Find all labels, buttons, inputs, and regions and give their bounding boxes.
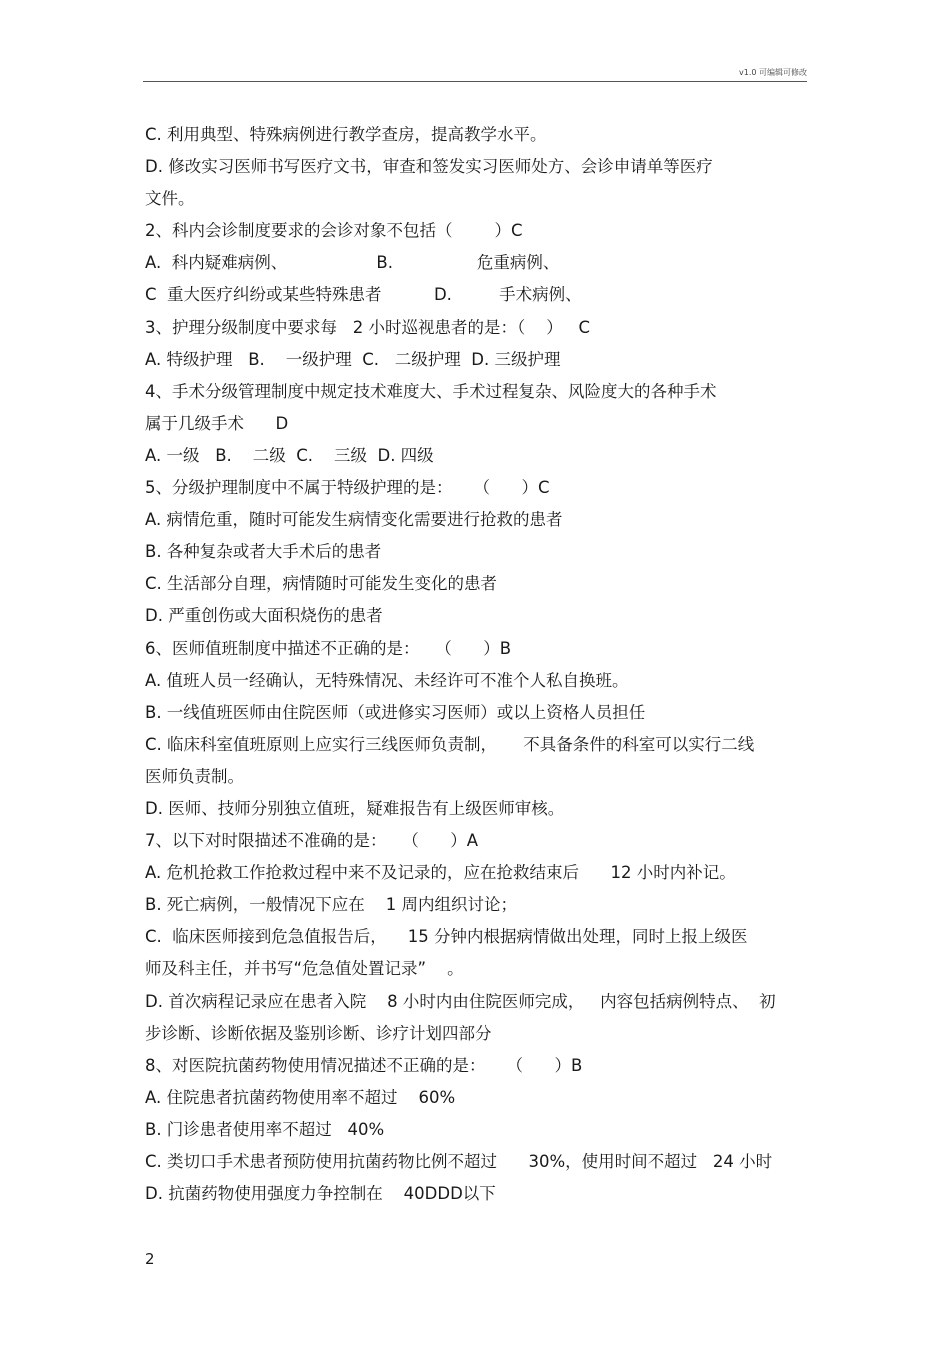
text-line: B. 门诊患者使用率不超过 40% — [145, 1119, 385, 1139]
text-line: C. 类切口手术患者预防使用抗菌药物比例不超过 30%，使用时间不超过 24 小时 — [145, 1152, 773, 1171]
page-number: 2 — [145, 1250, 155, 1268]
text-line: A. 住院患者抗菌药物使用率不超过 60% — [145, 1087, 456, 1107]
text-line: D. 首次病程记录应在患者入院 8 小时内由住院医师完成， 内容包括病例特点、 初 — [145, 991, 776, 1011]
header-divider — [143, 81, 807, 82]
text-line: D. 医师、技师分别独立值班，疑难报告有上级医师审核。 — [145, 798, 565, 818]
text-line: 师及科主任，并书写“危急值处置记录” 。 — [145, 959, 464, 979]
text-line: A. 特级护理 B. 一级护理 C. 二级护理 D. 三级护理 — [145, 349, 561, 369]
text-line: A. 科内疑难病例、 B. 危重病例、 — [145, 253, 560, 273]
question-4: 4、手术分级管理制度中规定技术难度大、手术过程复杂、风险度大的各种手术 — [145, 381, 717, 401]
question-7: 7、以下对时限描述不准确的是： （ ）A — [145, 831, 478, 851]
text-line: 步诊断、诊断依据及鉴别诊断、诊疗计划四部分 — [145, 1023, 492, 1043]
text-line: D. 严重创伤或大面积烧伤的患者 — [145, 606, 383, 626]
text-line: C. 生活部分自理，病情随时可能发生变化的患者 — [145, 574, 498, 594]
question-8: 8、对医院抗菌药物使用情况描述不正确的是： （ ）B — [145, 1055, 583, 1075]
question-5: 5、分级护理制度中不属于特级护理的是： （ ）C — [145, 478, 550, 498]
text-line: A. 病情危重，随时可能发生病情变化需要进行抢救的患者 — [145, 510, 563, 530]
text-line: D. 抗菌药物使用强度力争控制在 40DDD以下 — [145, 1184, 496, 1204]
text-line: A. 值班人员一经确认，无特殊情况、未经许可不准个人私自换班。 — [145, 670, 629, 690]
question-6: 6、医师值班制度中描述不正确的是： （ ）B — [145, 638, 512, 658]
text-line: D. 修改实习医师书写医疗文书，审查和签发实习医师处方、会诊申请单等医疗 — [145, 157, 713, 177]
question-2: 2、科内会诊制度要求的会诊对象不包括（ ）C — [145, 221, 523, 241]
text-line: 属于几级手术 D — [145, 413, 289, 433]
document-body — [145, 119, 807, 1210]
text-line: C. 利用典型、特殊病例进行教学查房，提高教学水平。 — [145, 125, 547, 144]
text-line: B. 一线值班医师由住院医师（或进修实习医师）或以上资格人员担任 — [145, 702, 646, 722]
text-line: B. 各种复杂或者大手术后的患者 — [145, 542, 382, 562]
text-line: 医师负责制。 — [145, 766, 244, 786]
text-line: C. 临床医师接到危急值报告后， 15 分钟内根据病情做出处理，同时上报上级医 — [145, 927, 748, 947]
text-line: C 重大医疗纠纷或某些特殊患者 D. 手术病例、 — [145, 285, 582, 305]
text-line: B. 死亡病例，一般情况下应在 1 周内组织讨论； — [145, 895, 518, 915]
text-line: 文件。 — [145, 189, 195, 209]
question-3: 3、护理分级制度中要求每 2 小时巡视患者的是：（ ） C — [145, 317, 590, 337]
text-line: A. 危机抢救工作抢救过程中来不及记录的，应在抢救结束后 12 小时内补记。 — [145, 863, 736, 883]
header-version-note: v1.0 可编辑可修改 — [739, 68, 807, 77]
text-line: C. 临床科室值班原则上应实行三线医师负责制， 不具备条件的科室可以实行二线 — [145, 734, 755, 754]
text-line: A. 一级 B. 二级 C. 三级 D. 四级 — [145, 445, 434, 465]
